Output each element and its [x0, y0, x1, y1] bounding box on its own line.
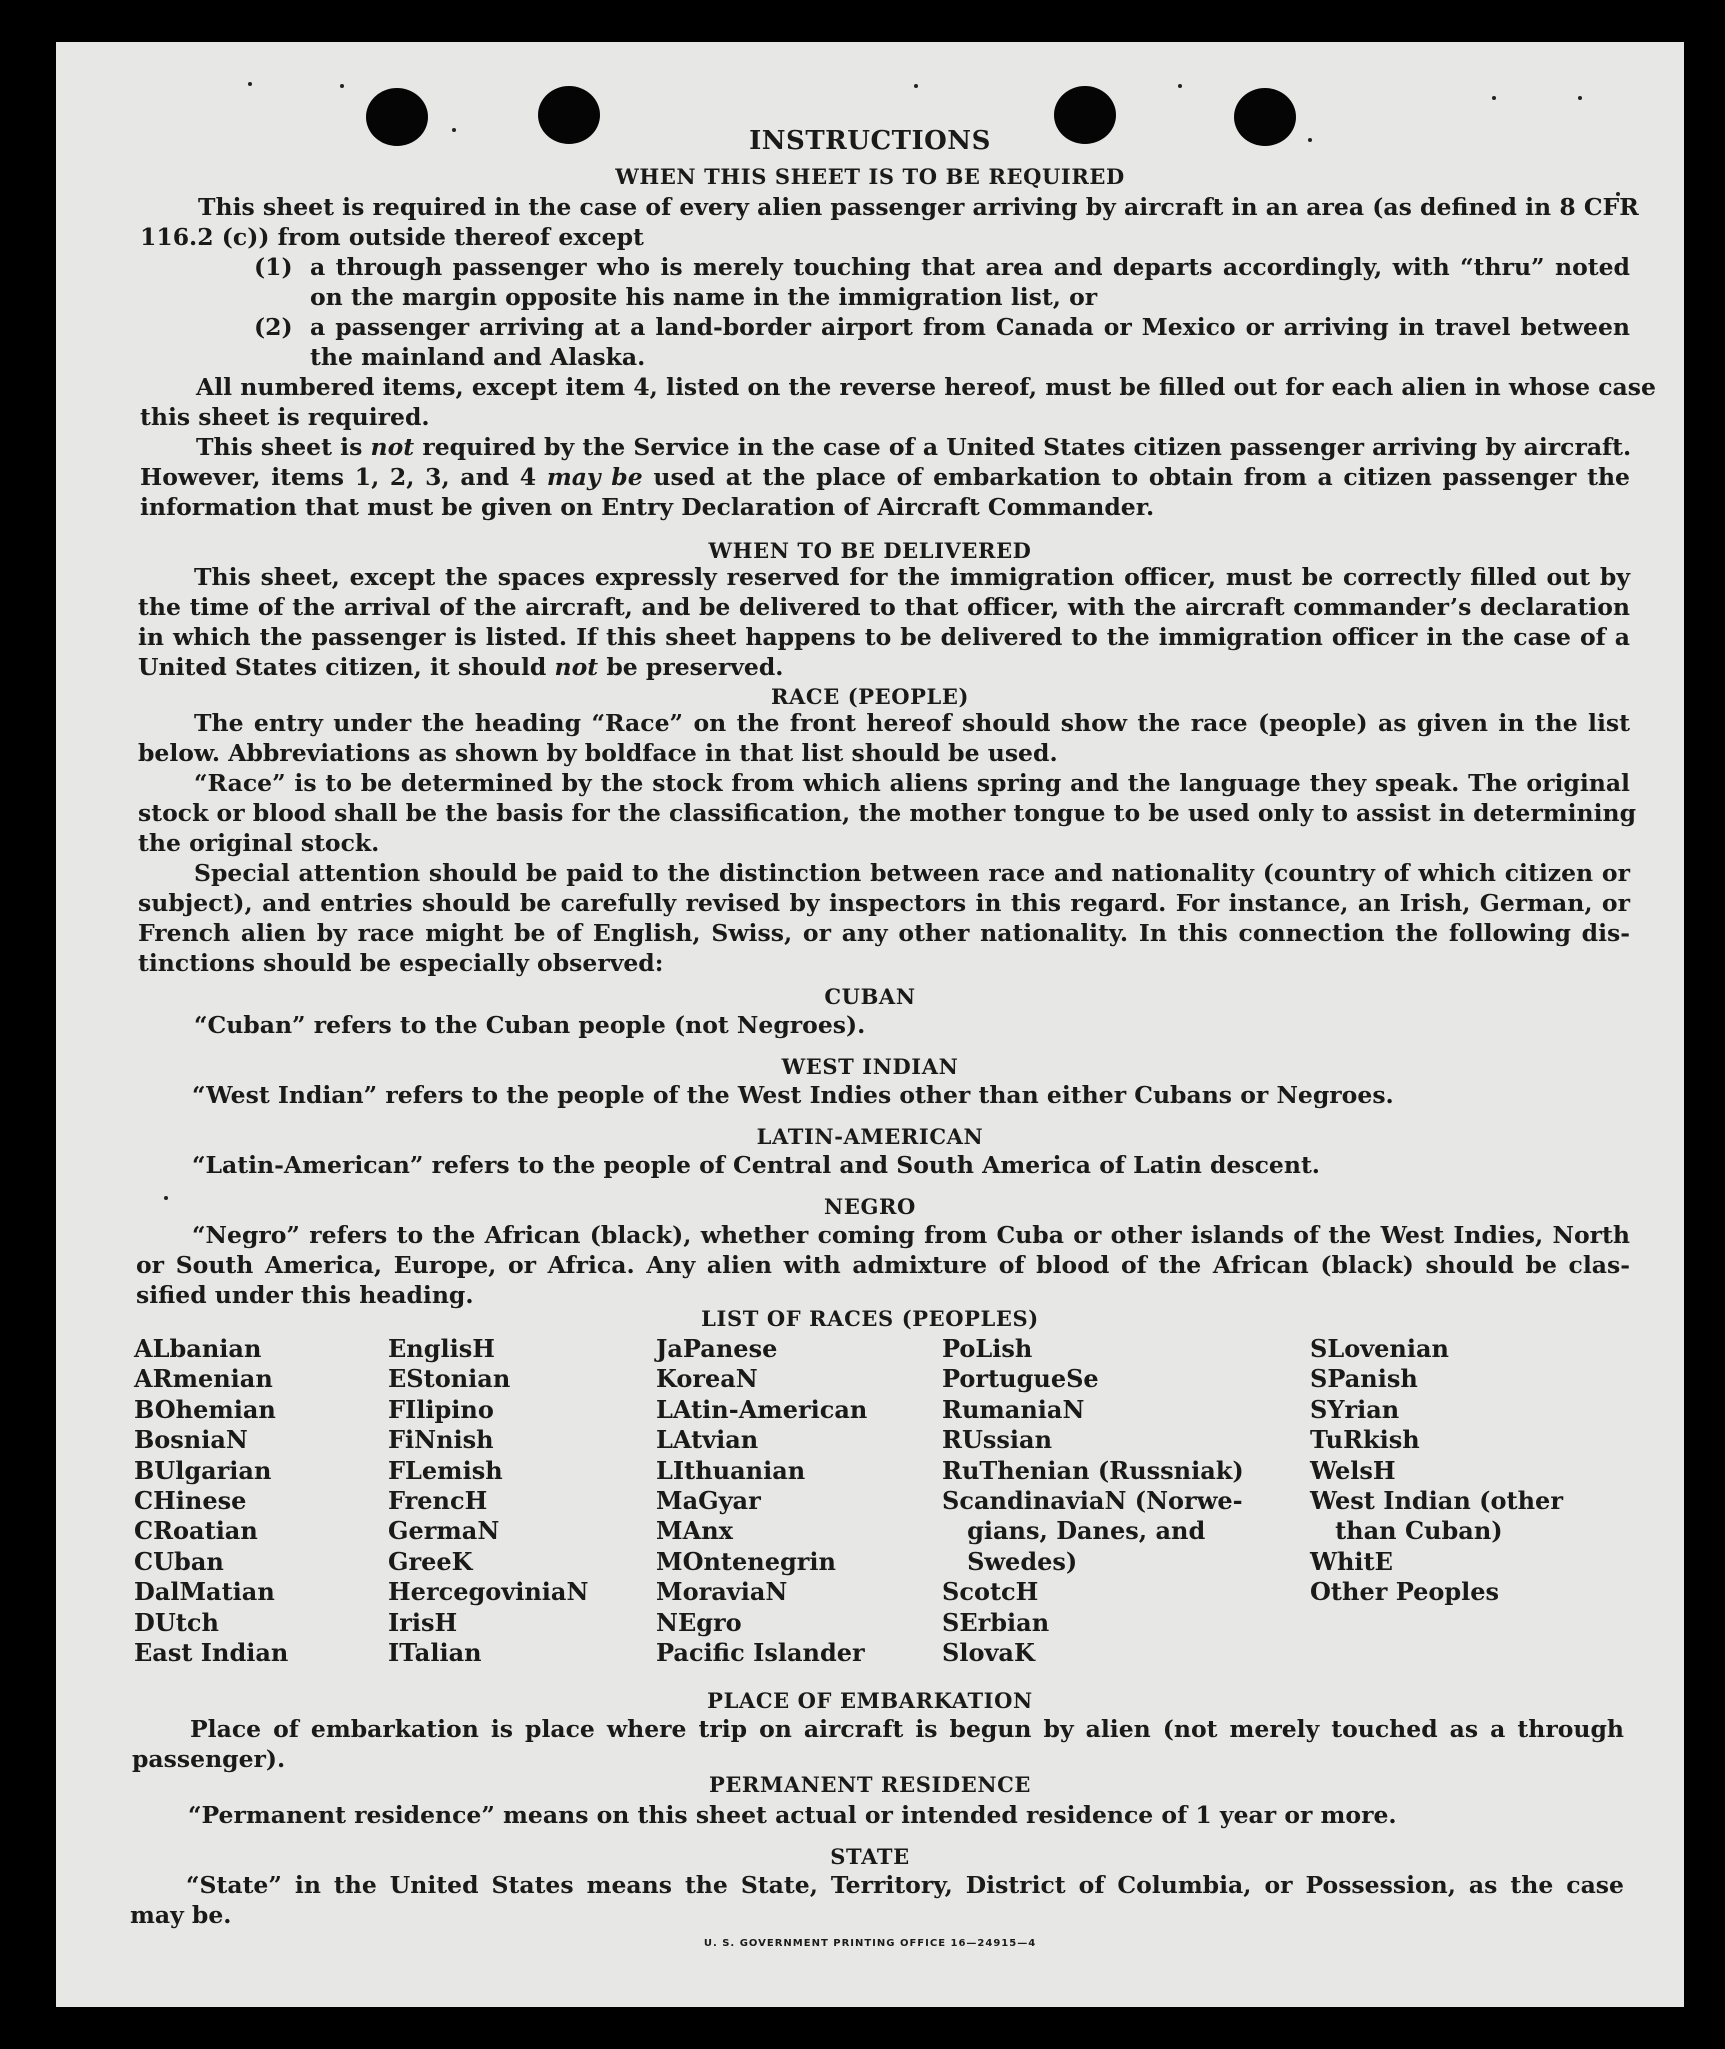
- text-line: this sheet is required.: [140, 403, 430, 431]
- text-line: This sheet is not required by the Service in the case of a United States citizen passenger arriving by aircraft.: [196, 433, 1632, 461]
- race-entry: RUssian: [942, 1425, 1053, 1455]
- race-entry: HercegoviniaN: [388, 1577, 589, 1607]
- race-entry: gians, Danes, and: [942, 1516, 1206, 1546]
- text-line: “Permanent residence” means on this sheet actual or intended residence of 1 year or more.: [188, 1801, 1397, 1829]
- text-line: “Cuban” refers to the Cuban people (not Negroes).: [194, 1011, 866, 1039]
- race-entry: DalMatian: [134, 1577, 275, 1607]
- race-entry: Pacific Islander: [656, 1637, 865, 1667]
- text-line: the mainland and Alaska.: [310, 343, 646, 371]
- item-number: (2): [254, 313, 293, 341]
- section-heading-permanent-residence: PERMANENT RESIDENCE: [708, 1772, 1032, 1797]
- race-entry: GreeK: [388, 1546, 473, 1576]
- section-heading-when-delivered: WHEN TO BE DELIVERED: [708, 538, 1032, 563]
- instructions-document: [56, 42, 1684, 2007]
- races-column-1: [134, 1334, 288, 1668]
- text-line: Special attention should be paid to the distinction between race and nationality (country of which citizen or: [194, 859, 1630, 887]
- page-title: INSTRUCTIONS: [749, 126, 991, 156]
- race-entry: WelsH: [1310, 1455, 1396, 1485]
- race-entry: DUtch: [134, 1607, 219, 1637]
- text-line: All numbered items, except item 4, listed on the reverse hereof, must be filled out for each alien in whose case: [196, 373, 1656, 401]
- race-entry: PortugueSe: [942, 1364, 1099, 1394]
- text-line: This sheet, except the spaces expressly reserved for the immigration officer, must be correctly filled out by: [194, 563, 1630, 591]
- text-line: “Negro” refers to the African (black), whether coming from Cuba or other islands of the West Indies, North: [192, 1221, 1630, 1249]
- race-entry: JaPanese: [656, 1334, 778, 1363]
- races-column-4: [942, 1334, 1244, 1668]
- race-entry: ARmenian: [134, 1364, 273, 1394]
- item-number: (1): [254, 253, 293, 281]
- text-line: in which the passenger is listed. If this sheet happens to be delivered to the immigration officer in the case of a: [138, 623, 1630, 651]
- race-entry: KoreaN: [656, 1364, 758, 1394]
- text-line: a passenger arriving at a land-border airport from Canada or Mexico or arriving in travel between: [310, 313, 1630, 341]
- section-heading-state: STATE: [830, 1844, 910, 1869]
- text-line: 116.2 (c)) from outside thereof except: [140, 223, 644, 251]
- section-heading-race: RACE (PEOPLE): [770, 684, 970, 709]
- section-heading-when-required: WHEN THIS SHEET IS TO BE REQUIRED: [615, 164, 1125, 189]
- text-line: the time of the arrival of the aircraft, and be delivered to that officer, with the aircraft commander’s declaration: [138, 593, 1630, 621]
- race-entry: than Cuban): [1310, 1516, 1503, 1546]
- race-entry: BUlgarian: [134, 1455, 272, 1485]
- text-line: sified under this heading.: [136, 1281, 474, 1309]
- text-line: passenger).: [132, 1745, 286, 1773]
- race-entry: BOhemian: [134, 1394, 276, 1424]
- text-line: “West Indian” refers to the people of the West Indies other than either Cubans or Negroes.: [192, 1081, 1394, 1109]
- text-line: However, items 1, 2, 3, and 4 may be used at the place of embarkation to obtain from a citizen passenger the: [140, 463, 1630, 491]
- race-entry: LAtvian: [656, 1425, 759, 1455]
- section-heading-west-indian: WEST INDIAN: [781, 1054, 959, 1079]
- race-entry: MaGyar: [656, 1485, 761, 1515]
- race-entry: IrisH: [388, 1607, 458, 1637]
- section-heading-latin-american: LATIN-AMERICAN: [756, 1124, 984, 1149]
- races-column-2: [388, 1334, 588, 1668]
- text-line: or South America, Europe, or Africa. Any alien with admixture of blood of the African (black) should be clas-: [136, 1251, 1630, 1279]
- text-line: “Latin-American” refers to the people of Central and South America of Latin descent.: [192, 1151, 1320, 1179]
- race-entry: East Indian: [134, 1637, 289, 1667]
- race-entry: FrencH: [388, 1485, 488, 1515]
- race-entry: SlovaK: [942, 1637, 1035, 1667]
- text-line: subject), and entries should be carefully revised by inspectors in this regard. For instance, an Irish, German, or: [138, 889, 1630, 917]
- race-entry: ScandinaviaN (Norwe-: [942, 1485, 1243, 1515]
- race-entry: ITalian: [388, 1637, 482, 1667]
- race-entry: EnglisH: [388, 1334, 495, 1363]
- text-line: the original stock.: [138, 829, 380, 857]
- race-entry: CHinese: [134, 1485, 247, 1515]
- race-entry: CUban: [134, 1546, 224, 1576]
- races-column-3: [656, 1334, 867, 1668]
- race-entry: TuRkish: [1310, 1425, 1420, 1455]
- section-heading-list-of-races: LIST OF RACES (PEOPLES): [701, 1306, 1039, 1331]
- race-entry: FLemish: [388, 1455, 503, 1485]
- text-line: The entry under the heading “Race” on the front hereof should show the race (people) as given in the list: [194, 709, 1630, 737]
- text-line: on the margin opposite his name in the immigration list, or: [310, 283, 1098, 311]
- race-entry: LIthuanian: [656, 1455, 806, 1485]
- race-entry: SErbian: [942, 1607, 1050, 1637]
- race-entry: ScotcH: [942, 1577, 1039, 1607]
- text-line: “Race” is to be determined by the stock from which aliens spring and the language they speak. The original: [194, 769, 1630, 797]
- race-entry: SPanish: [1310, 1364, 1418, 1394]
- race-entry: WhitE: [1310, 1546, 1393, 1576]
- text-line: a through passenger who is merely touching that area and departs accordingly, with “thru” noted: [310, 253, 1630, 281]
- text-line: French alien by race might be of English, Swiss, or any other nationality. In this connection the following dis-: [138, 919, 1630, 947]
- race-entry: BosniaN: [134, 1425, 248, 1455]
- text-line: United States citizen, it should not be preserved.: [138, 653, 784, 681]
- text-line: tinctions should be especially observed:: [138, 949, 664, 977]
- race-entry: ALbanian: [134, 1334, 262, 1363]
- race-entry: MOntenegrin: [656, 1546, 836, 1576]
- race-entry: RumaniaN: [942, 1394, 1085, 1424]
- race-entry: RuThenian (Russniak): [942, 1455, 1244, 1485]
- section-heading-negro: NEGRO: [824, 1194, 916, 1219]
- race-entry: MoraviaN: [656, 1577, 788, 1607]
- text-line: below. Abbreviations as shown by boldface in that list should be used.: [138, 739, 1058, 767]
- race-entry: FIlipino: [388, 1394, 494, 1424]
- race-entry: MAnx: [656, 1516, 733, 1546]
- race-entry: Swedes): [942, 1546, 1078, 1576]
- section-heading-place-of-embarkation: PLACE OF EMBARKATION: [707, 1688, 1033, 1713]
- text-line: stock or blood shall be the basis for the classification, the mother tongue to be used only to assist in determining: [138, 799, 1637, 827]
- text-line: Place of embarkation is place where trip on aircraft is begun by alien (not merely touched as a through: [190, 1715, 1624, 1743]
- race-entry: LAtin-American: [656, 1394, 868, 1424]
- race-entry: SYrian: [1310, 1394, 1400, 1424]
- race-entry: EStonian: [388, 1364, 511, 1394]
- race-entry: CRoatian: [134, 1516, 258, 1546]
- text-line: “State” in the United States means the State, Territory, District of Columbia, or Possession, as the case: [186, 1871, 1624, 1899]
- printer-imprint: U. S. GOVERNMENT PRINTING OFFICE 16—24915—4: [703, 1938, 1037, 1949]
- race-entry: Other Peoples: [1310, 1577, 1500, 1607]
- text-line: information that must be given on Entry Declaration of Aircraft Commander.: [140, 493, 1155, 521]
- race-entry: PoLish: [942, 1334, 1033, 1363]
- races-column-5: [1310, 1334, 1570, 1608]
- race-entry: GermaN: [388, 1516, 500, 1546]
- race-entry: NEgro: [656, 1607, 742, 1637]
- race-entry: West Indian (other: [1310, 1485, 1563, 1515]
- race-entry: FiNnish: [388, 1425, 494, 1455]
- text-line: may be.: [130, 1901, 232, 1929]
- section-heading-cuban: CUBAN: [824, 984, 916, 1009]
- race-entry: SLovenian: [1310, 1334, 1449, 1363]
- document-sheet: [56, 42, 1684, 2007]
- text-line: This sheet is required in the case of every alien passenger arriving by aircraft in an area (as defined in 8 CFR: [198, 193, 1639, 221]
